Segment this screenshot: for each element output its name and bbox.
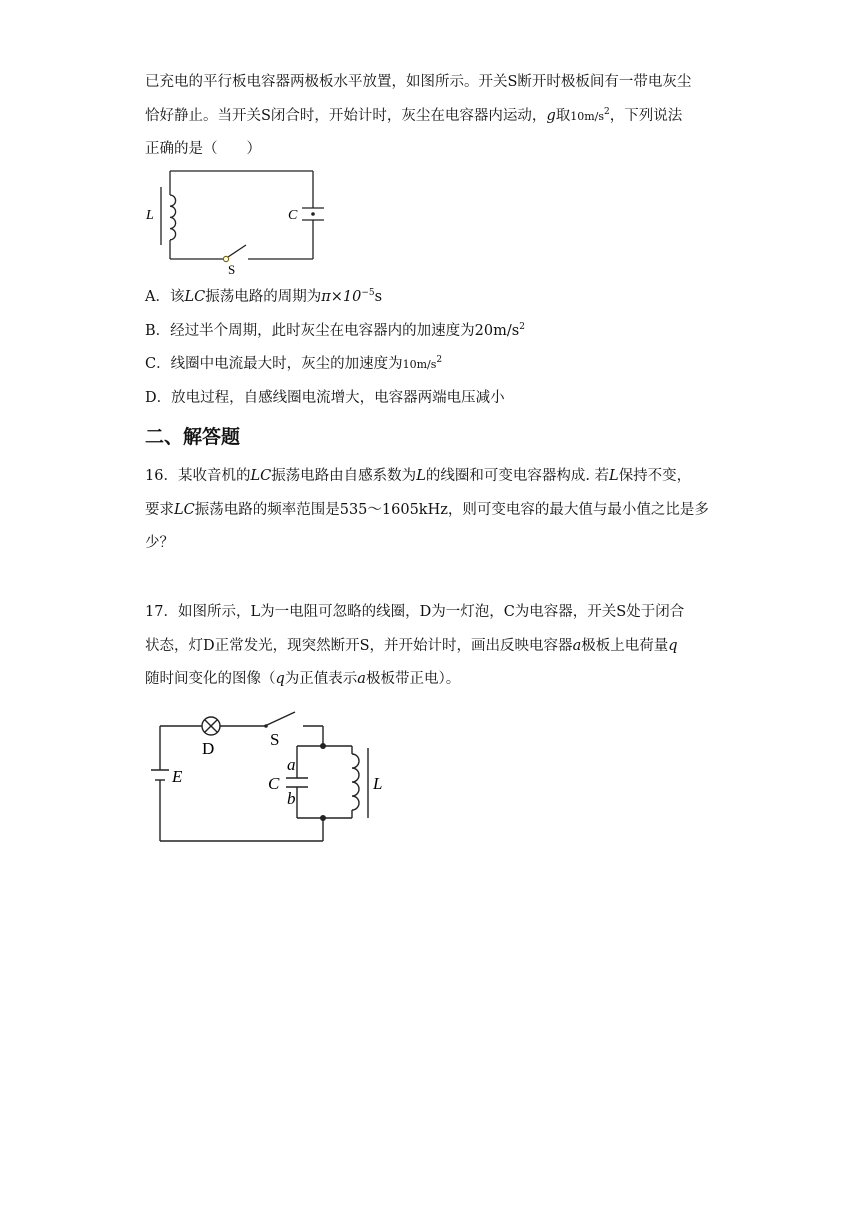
junction-dot-bottom (320, 815, 326, 821)
option-d: D．放电过程，自感线圈电流增大，电容器两端电压减小 (145, 390, 505, 406)
inductor-label: L (373, 774, 383, 793)
q16-l-symbol: L (416, 468, 426, 484)
q16-text: 16．某收音机的 (145, 468, 251, 484)
capacitor-label: C (288, 208, 298, 223)
q16-line-2 (145, 500, 709, 520)
q17-q-symbol: q (668, 638, 678, 654)
q17-text: 为正值表示 (284, 671, 358, 687)
junction-dot-top (320, 743, 326, 749)
q16-line-1 (145, 466, 691, 486)
section-title: 二、解答题 (145, 426, 241, 448)
battery-label: E (172, 767, 183, 786)
option-b-text: B．经过半个周期，此时灰尘在电容器内的加速度为 (145, 323, 475, 339)
q16-line-3: 少？ (145, 535, 174, 551)
capacitor-label: C (268, 774, 280, 793)
q17-q-symbol: q (275, 671, 285, 687)
q16-text: ，则可变电容的最大值与最小值之比是多 (447, 502, 709, 518)
q16-text: 的线圈和可变电容器构成. 若 (425, 468, 610, 484)
q15-g-symbol: g (546, 108, 556, 124)
option-b-value: 20m/s (474, 323, 520, 339)
q16-l-symbol: L (609, 468, 619, 484)
q17-text: 随时间变化的图像（ (145, 671, 276, 687)
q17-line-1: 17．如图所示，L为一电阻可忽略的线圈，D为一灯泡，C为电容器，开关S处于闭合 (145, 604, 685, 620)
option-a-unit: s (374, 289, 383, 305)
lamp-switch-circuit-diagram (145, 708, 395, 848)
option-a (145, 287, 382, 307)
q15-g-value: 10m/s (570, 110, 605, 123)
dust-particle (311, 212, 315, 216)
q15-line-3: 正确的是（ ） (145, 141, 261, 157)
switch-pivot (264, 724, 268, 728)
option-a-value: π×10 (321, 289, 362, 305)
q17-line-3 (145, 669, 460, 689)
q16-lc: LC (250, 468, 272, 484)
option-a-lc: LC (184, 289, 206, 305)
q16-text: 振荡电路的频率范围是 (194, 502, 340, 518)
q17-a-symbol: a (572, 638, 582, 654)
lc-circuit-diagram (140, 165, 340, 280)
q15-line-1: 已充电的平行板电容器两极板水平放置，如图所示。开关S断开时极板间有一带电灰尘 (145, 74, 692, 90)
q17-a-symbol: a (357, 671, 366, 687)
q17-text: 极板带正电）。 (365, 671, 461, 687)
q15-g-exponent: 2 (604, 107, 610, 118)
option-c (145, 354, 442, 375)
option-b-exponent: 2 (519, 322, 525, 333)
option-a-label: A．该 (145, 289, 185, 305)
q16-lc: LC (174, 502, 195, 518)
switch-pivot (223, 256, 228, 261)
q17-text: 状态，灯D正常发光，现突然断开S，并开始计时，画出反映电容器 (145, 638, 573, 654)
switch-label: S (270, 730, 280, 749)
option-c-exponent: 2 (436, 355, 443, 366)
q15-text: 取 (555, 108, 571, 124)
q17-line-2 (145, 636, 678, 656)
option-c-text: C．线圈中电流最大时，灰尘的加速度为 (145, 356, 403, 372)
q15-text: ，下列说法 (609, 108, 683, 124)
q15-line-2 (145, 106, 682, 127)
option-b (145, 321, 525, 341)
q16-text: 振荡电路由自感系数为 (271, 468, 417, 484)
q16-text: 保持不变， (618, 468, 692, 484)
plate-a-label: a (287, 755, 296, 774)
q15-text: 恰好静止。当开关S闭合时，开始计时，灰尘在电容器内运动， (145, 108, 547, 124)
q16-frequency-range: 535～1605kHz (339, 502, 448, 518)
inductor-label: L (146, 208, 154, 223)
plate-b-label: b (287, 789, 296, 808)
q17-text: 极板上电荷量 (581, 638, 669, 654)
option-a-exponent: −5 (361, 288, 375, 299)
lamp-label: D (202, 739, 215, 758)
switch-label: S (228, 262, 236, 277)
option-a-text: 振荡电路的周期为 (205, 289, 322, 305)
option-c-value: 10m/s (402, 358, 437, 371)
q16-text: 要求 (145, 502, 174, 518)
